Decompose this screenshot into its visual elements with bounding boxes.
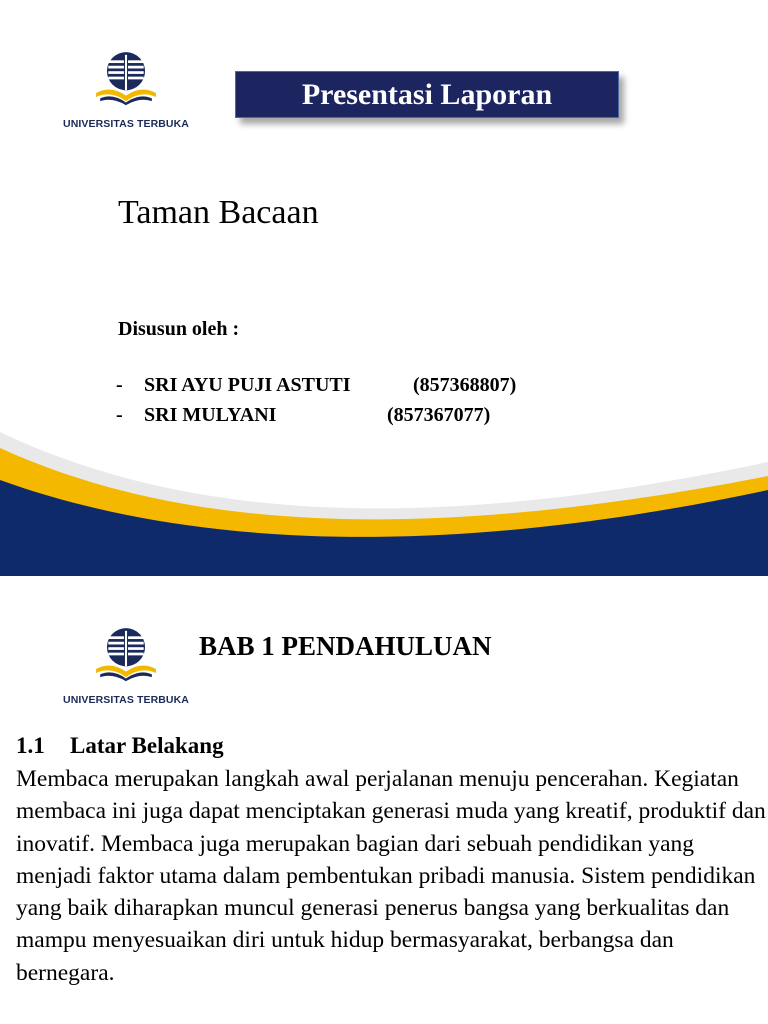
ut-emblem-icon: [92, 616, 160, 692]
section-number: 1.1: [16, 733, 45, 758]
section-heading: [16, 733, 224, 759]
author-name: SRI AYU PUJI ASTUTI: [144, 374, 351, 396]
author-nim: (857367077): [387, 404, 491, 426]
author-bullet: -: [116, 374, 123, 396]
report-subject: Taman Bacaan: [118, 194, 319, 231]
university-logo: [56, 616, 196, 706]
author-label: Disusun oleh :: [118, 318, 240, 340]
body-paragraph: Membaca merupakan langkah awal perjalanan menuju pencerahan. Kegiatan membaca ini juga dapat menciptakan generasi muda yang kreatif, produktif dan inovatif. Membaca juga merupakan bagian dari sebuah pendidikan yang menjadi faktor utama dalam pembentukan pribadi manusia. Sistem pendidikan yang baik diharapkan muncul generasi penerus bangsa yang berkualitas dan mampu menyesuaikan diri untuk hidup bermasyarakat, berbangsa dan bernegara.: [16, 766, 766, 986]
author-bullet: -: [116, 404, 123, 426]
presentation-title: Presentasi Laporan: [301, 77, 553, 111]
decorative-wave: [0, 418, 768, 576]
logo-text: UNIVERSITAS TERBUKA: [63, 694, 189, 706]
university-logo: [56, 40, 196, 130]
chapter-title: BAB 1 PENDAHULUAN: [199, 631, 492, 661]
logo-text: UNIVERSITAS TERBUKA: [63, 118, 189, 130]
author-name: SRI MULYANI: [144, 404, 277, 426]
section-title: Latar Belakang: [70, 733, 224, 758]
ut-emblem-icon: [92, 40, 160, 116]
chapter-slide: [0, 576, 768, 1024]
presentation-title-banner: [235, 71, 619, 118]
author-nim: (857368807): [413, 374, 517, 396]
